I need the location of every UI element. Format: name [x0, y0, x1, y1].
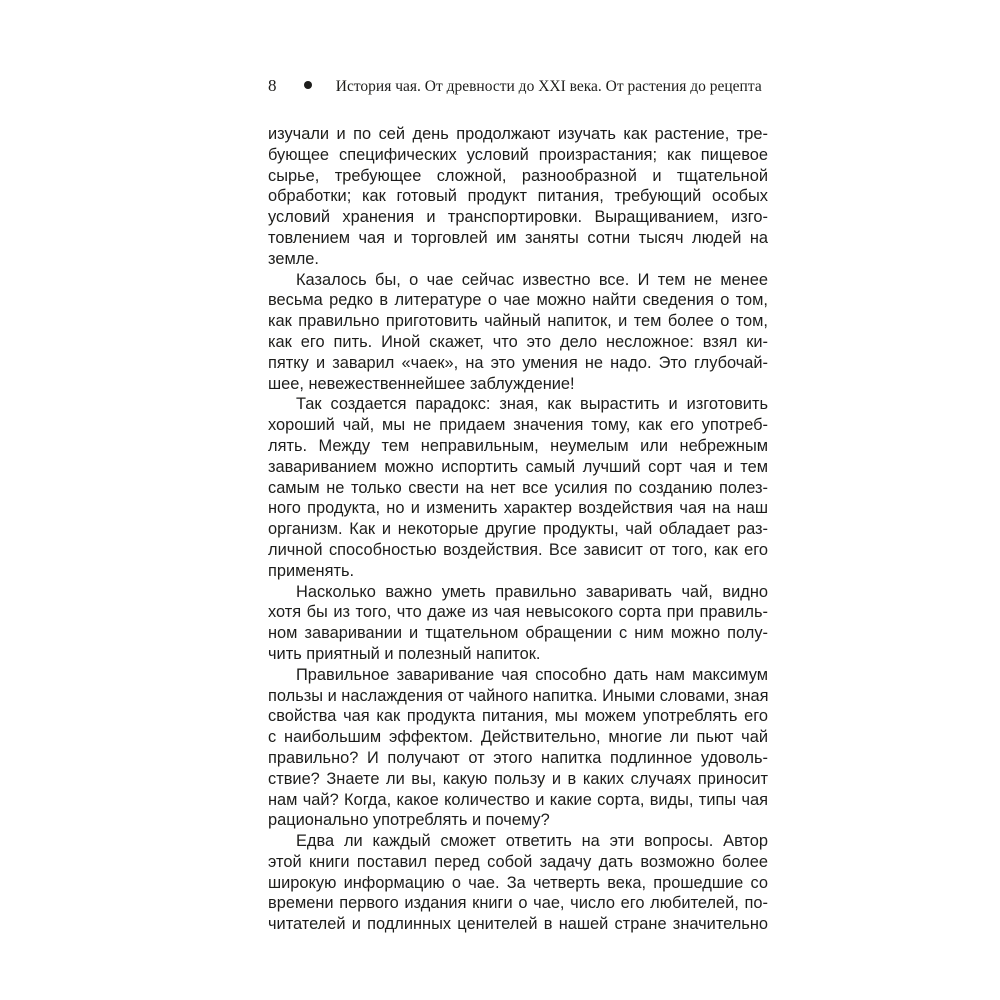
text-line: ного продукта, но и изменить характер воздействия чая на наш: [268, 499, 768, 518]
text-line: бующее специфических условий произрастания; как пищевое: [268, 145, 768, 164]
text-line: Казалось бы, о чае сейчас известно все. И тем не менее: [296, 270, 768, 289]
text-line: Насколько важно уметь правильно заваривать чай, видно: [296, 582, 768, 601]
text-line: читателей и подлинных ценителей в нашей стране значительно: [268, 915, 768, 934]
text-line: с наибольшим эффектом. Действительно, многие ли пьют чай: [268, 728, 768, 747]
text-line: земле.: [268, 249, 319, 268]
text-line: весьма редко в литературе о чае можно найти сведения о том,: [268, 291, 768, 310]
text-line: ствие? Знаете ли вы, какую пользу и в каких случаях приносит: [268, 769, 768, 788]
text-line: свойства чая как продукта питания, мы можем употреблять его: [268, 707, 768, 726]
text-line: завариванием можно испортить самый лучший сорт чая и тем: [268, 457, 768, 476]
text-line: ном заваривании и тщательном обращении с ним можно полу-: [268, 624, 768, 643]
text-line: Едва ли каждый сможет ответить на эти вопросы. Автор: [296, 832, 768, 851]
text-line: личной способностью воздействия. Все зависит от того, как его: [268, 540, 768, 559]
text-line: пользы и наслаждения от чайного напитка. Иными словами, зная: [268, 686, 769, 705]
text-line: Правильное заваривание чая способно дать нам максимум: [296, 665, 768, 684]
text-line: изучали и по сей день продолжают изучать как растение, тре-: [268, 125, 768, 143]
page-number: 8: [268, 76, 277, 95]
text-line: самым не только свести на нет все усилия по созданию полез-: [268, 478, 768, 497]
text-line: Так создается парадокс: зная, как вырастить и изготовить: [296, 395, 768, 414]
text-line: правильно? И получают от этого напитка подлинное удоволь-: [268, 748, 768, 767]
running-title: История чая. От древности до XXI века. От растения до рецепта: [335, 78, 762, 95]
running-header: [268, 74, 768, 98]
text-line: лять. Между тем неправильным, неумелым или небрежным: [268, 436, 768, 455]
text-line: применять.: [268, 561, 355, 580]
text-line: широкую информацию о чае. За четверть века, прошедшие со: [268, 873, 768, 892]
text-line: пятку и заварил «чаек», на это умения не надо. Это глубочай-: [268, 353, 768, 372]
text-line: как его пить. Иной скажет, что это дело несложное: взял ки-: [268, 332, 768, 351]
text-line: рационально употреблять и почему?: [268, 811, 550, 830]
text-line: как правильно приготовить чайный напиток, и тем более о том,: [268, 312, 768, 331]
text-line: хотя бы из того, что даже из чая невысокого сорта при правиль-: [268, 603, 768, 622]
text-line: сырье, требующее сложной, разнообразной и тщательной: [268, 166, 768, 185]
text-line: этой книги поставил перед собой задачу дать возможно более: [268, 852, 768, 871]
text-line: товлением чая и торговлей им заняты сотни тысяч людей на: [268, 228, 768, 247]
text-line: времени первого издания книги о чае, число его любителей, по-: [268, 894, 768, 913]
text-line: нам чай? Когда, какое количество и какие сорта, виды, типы чая: [268, 790, 768, 809]
text-line: чить приятный и полезный напиток.: [268, 644, 541, 663]
text-line: условий хранения и транспортировки. Выращиванием, изго-: [268, 208, 768, 227]
text-line: организм. Как и некоторые другие продукты, чай обладает раз-: [268, 520, 768, 539]
bullet-separator-icon: [304, 81, 312, 89]
text-line: хороший чай, мы не придаем значения тому, как его употреб-: [268, 416, 768, 435]
body-text: [268, 124, 768, 935]
text-line: обработки; как готовый продукт питания, требующий особых: [268, 187, 768, 206]
text-line: шее, невежественнейшее заблуждение!: [268, 374, 575, 393]
